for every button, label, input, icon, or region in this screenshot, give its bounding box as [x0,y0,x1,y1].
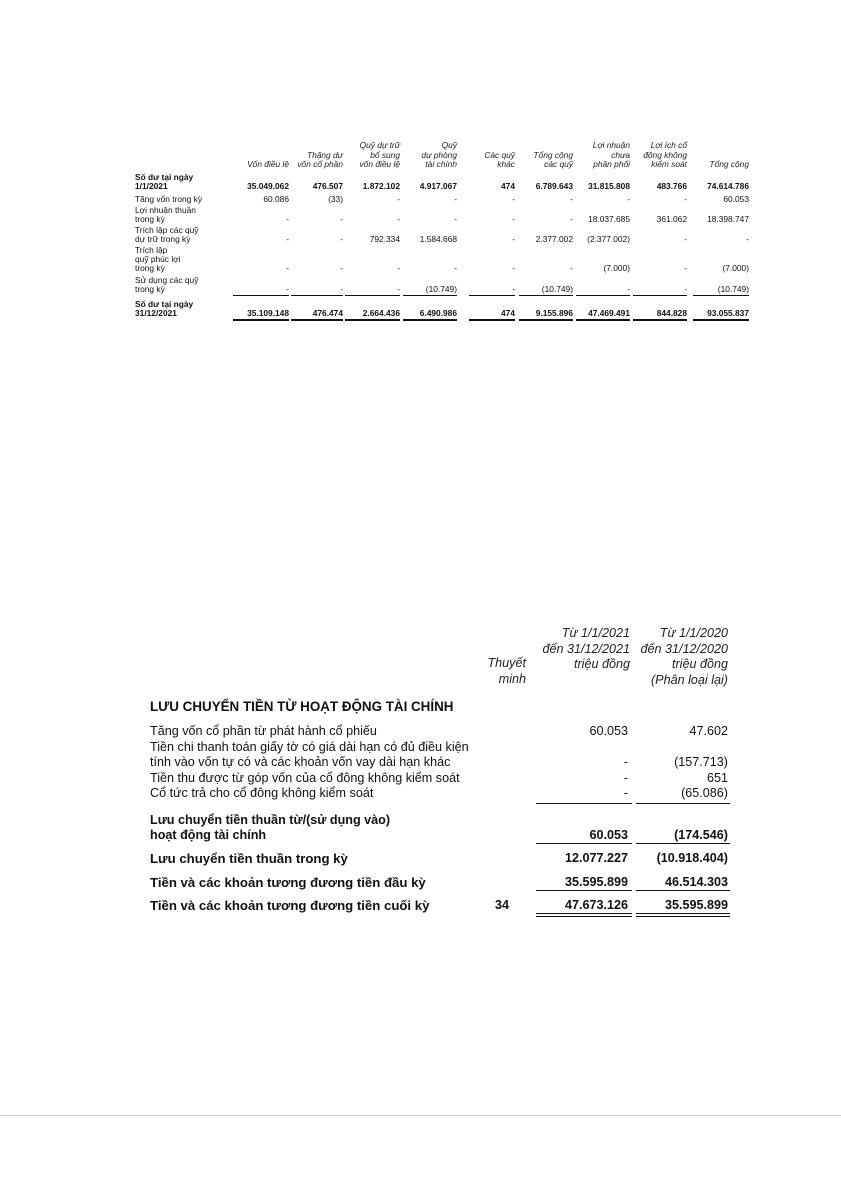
line-label: Tiền chi thanh toán giấy tờ có giá dài hạn có đủ điều kiện tính vào vốn tự có và các khoản vốn vay dài hạn khác [150,740,469,769]
equity-cell: - [684,263,687,274]
equity-cell: 361.062 [656,214,687,225]
footer-divider [0,1115,841,1116]
current-period-header: Từ 1/1/2021 đến 31/12/2021 triệu đồng [542,626,630,671]
equity-cell: - [286,234,289,245]
equity-cell: 476.474 [291,309,343,321]
equity-cell: - [576,285,630,296]
equity-cell: 6.490.986 [403,309,457,321]
equity-cell: - [684,234,687,245]
subtotal-current: 60.053 [589,828,628,842]
equity-cell: - [684,194,687,204]
equity-cell: 844.828 [633,309,687,321]
closing-cash-note: 34 [494,898,509,912]
cash-flow-financing-section [0,620,841,920]
underline [636,803,730,804]
line-prior: 651 [706,771,728,785]
equity-cell: (7.000) [722,263,749,274]
equity-cell: 474 [469,309,515,321]
equity-cell: 2.377.002 [535,234,573,245]
equity-row-label: Lợi nhuận thuần trong kỳ [135,205,196,225]
equity-cell: 474 [501,181,515,192]
equity-cell: - [345,285,400,296]
equity-cell: - [633,285,687,296]
underline [536,843,632,844]
equity-cell: 60.086 [263,194,289,204]
equity-row-label: Sử dụng các quỹ trong kỳ [135,275,199,295]
equity-column-header: Tổng cộng [709,158,749,169]
equity-cell: 1.872.102 [362,181,400,192]
underline [536,890,632,891]
equity-cell: - [340,214,343,225]
equity-cell: - [397,214,400,225]
net-cash-current: 12.077.227 [564,851,628,865]
section-title: LƯU CHUYỂN TIỀN TỪ HOẠT ĐỘNG TÀI CHÍNH [150,699,454,714]
equity-row [133,300,751,322]
closing-cash-current: 47.673.126 [564,898,628,912]
line-label: Tiền thu được từ góp vốn của cổ đông không kiểm soát [150,771,460,785]
line-prior: 47.602 [689,724,728,738]
equity-cell: - [454,263,457,274]
equity-cell: 9.155.896 [519,309,573,321]
equity-cell: 74.614.786 [707,181,749,192]
equity-cell: 93.055.837 [693,309,749,321]
equity-cell: 35.049.062 [247,181,289,192]
equity-cell: 1.584.668 [419,234,457,245]
underline [636,843,730,844]
equity-column-header: Các quỹ khác [484,149,515,169]
equity-row-label: Trích lập quỹ phúc lợi trong kỳ [135,245,181,274]
equity-cell: - [512,194,515,204]
equity-cell: 31.815.808 [588,181,630,192]
equity-cell: - [469,285,515,296]
line-prior: (65.086) [681,786,728,800]
closing-cash-label: Tiền và các khoản tương đương tiền cuối kỳ [150,898,430,913]
equity-cell: - [286,263,289,274]
equity-row [133,206,751,226]
equity-cell: - [233,285,289,296]
underline [536,803,632,804]
line-current: - [623,786,628,800]
equity-cell: 18.398.747 [707,214,749,225]
equity-cell: 18.037.685 [588,214,630,225]
equity-column-header: Thặng dư vốn cổ phần [297,149,343,169]
opening-cash-prior: 46.514.303 [664,875,728,889]
net-cash-label: Lưu chuyển tiền thuần trong kỳ [150,851,348,866]
equity-row [133,276,751,296]
equity-cell: - [570,194,573,204]
equity-row [133,226,751,246]
equity-cell: - [570,263,573,274]
equity-cell: (7.000) [603,263,630,274]
double-underline [536,913,632,917]
equity-cell: - [286,214,289,225]
equity-cell: 792.334 [369,234,400,245]
equity-cell: 476.507 [312,181,343,192]
equity-cell: (2.377.002) [587,234,630,245]
equity-column-header: Vốn điều lệ [247,158,289,169]
line-current: - [623,755,628,769]
equity-cell: - [454,194,457,204]
equity-row [133,246,751,276]
equity-cell: 6.789.643 [535,181,573,192]
equity-cell: 4.917.067 [419,181,457,192]
net-cash-prior: (10.918.404) [656,851,728,865]
equity-cell: - [627,194,630,204]
equity-body [133,173,751,322]
equity-row-label: Trích lập các quỹ dự trữ trong kỳ [135,225,199,245]
equity-changes-table [133,135,751,322]
equity-column-header: Lợi nhuận chưa phân phối [592,140,630,169]
equity-cell: (10.749) [403,285,457,296]
line-label: Cổ tức trả cho cổ đông không kiểm soát [150,786,374,800]
subtotal-prior: (174.546) [674,828,728,842]
equity-cell: 2.664.436 [345,309,400,321]
equity-header-row [133,135,751,169]
equity-cell: - [512,234,515,245]
equity-cell: (10.749) [693,285,749,296]
line-prior: (157.713) [674,755,728,769]
equity-cell: 47.469.491 [576,309,630,321]
equity-row [133,195,751,206]
prior-period-header: Từ 1/1/2020 đến 31/12/2020 triệu đồng (Phân loại lại) [640,626,728,687]
equity-column-header: Tổng cộng các quỹ [533,149,573,169]
equity-column-header: Quỹ dự trữ bổ sung vốn điều lệ [359,140,400,169]
equity-cell: - [746,234,749,245]
opening-cash-label: Tiền và các khoản tương đương tiền đầu kỳ [150,875,426,890]
equity-cell: - [340,263,343,274]
opening-cash-current: 35.595.899 [564,875,628,889]
equity-cell: - [291,285,343,296]
equity-cell: - [340,234,343,245]
underline [636,890,730,891]
equity-cell: - [454,214,457,225]
equity-cell: - [397,263,400,274]
equity-cell: - [397,194,400,204]
line-current: - [623,771,628,785]
equity-cell: (33) [328,194,343,204]
double-underline [636,913,730,917]
equity-cell: - [512,214,515,225]
equity-column-header: Lợi ích cổ đông không kiểm soát [643,140,687,169]
equity-cell: - [512,263,515,274]
equity-row-label: Số dư tại ngày 31/12/2021 [135,299,194,319]
closing-cash-prior: 35.595.899 [664,898,728,912]
equity-row [133,173,751,195]
line-current: 60.053 [589,724,628,738]
equity-cell: 483.766 [656,181,687,192]
equity-cell: 35.109.148 [233,309,289,321]
note-column-header: Thuyết minh [487,656,526,686]
equity-cell: 60.053 [723,194,749,204]
equity-row-label: Tăng vốn trong kỳ [135,194,203,204]
equity-cell: - [570,214,573,225]
equity-row-label: Số dư tại ngày 1/1/2021 [135,172,194,192]
equity-column-header: Quỹ dự phòng tài chính [421,140,457,169]
equity-cell: (10.749) [519,285,573,296]
subtotal-label: Lưu chuyển tiền thuần từ/(sử dụng vào) hoạt động tài chính [150,813,391,842]
line-label: Tăng vốn cổ phần từ phát hành cổ phiếu [150,724,377,738]
